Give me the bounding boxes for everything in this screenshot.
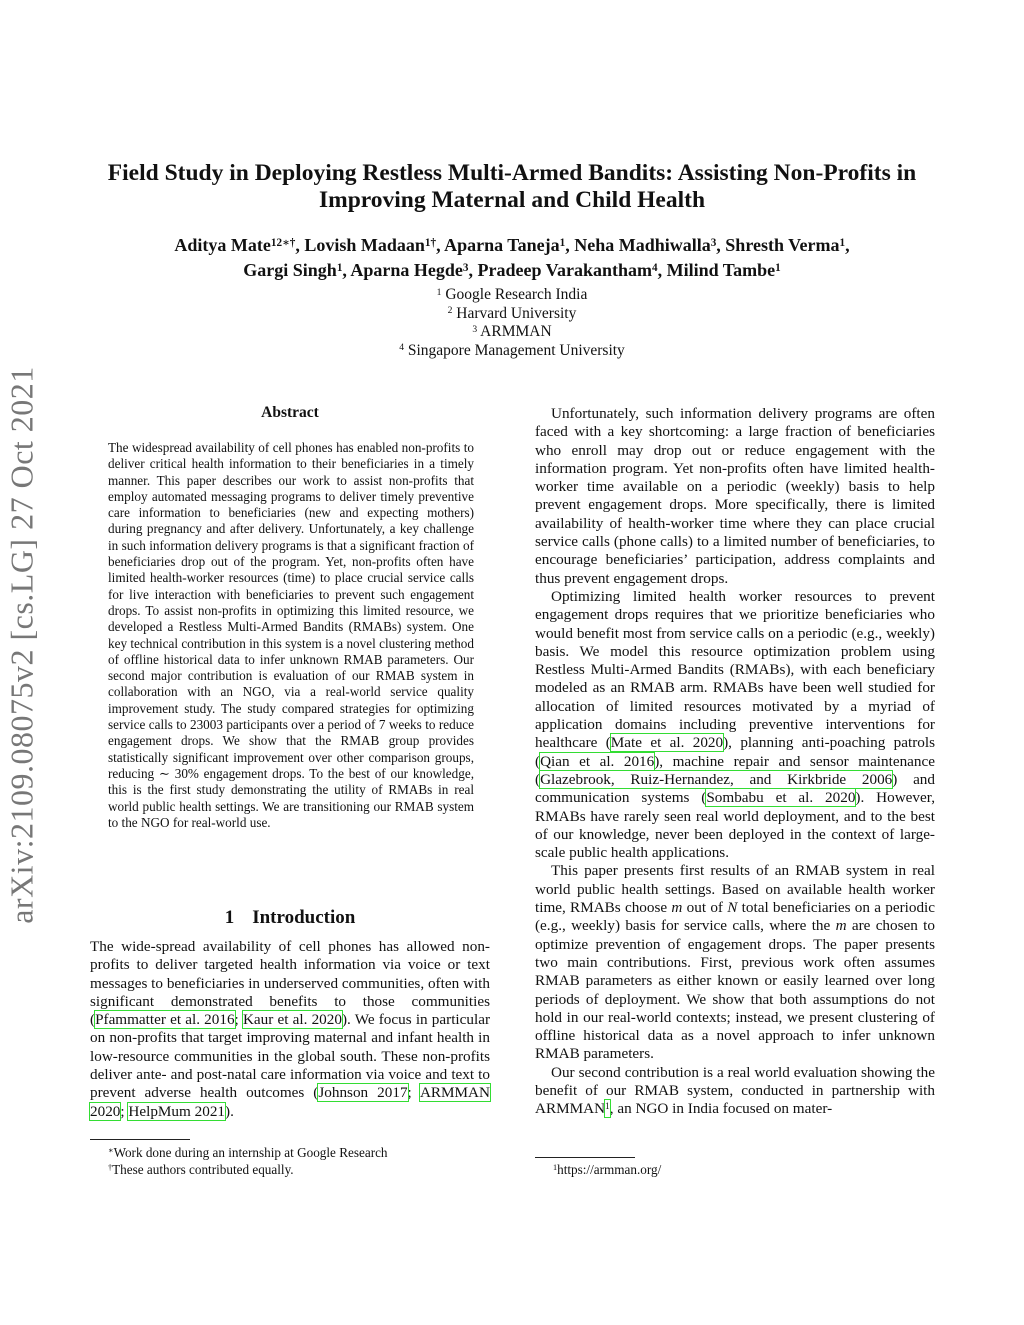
- author-line-1: [80, 233, 944, 258]
- footnote-mark: 1: [553, 1163, 558, 1173]
- footnotes-right: [553, 1161, 661, 1178]
- affiliation-mark: 1: [436, 286, 442, 298]
- affiliation-mark: 3: [472, 323, 478, 335]
- arxiv-identifier: arXiv:2109.08075v2 [cs.LG] 27 Oct 2021: [3, 366, 40, 924]
- paragraph-text: ), planning anti-poaching patrols (: [535, 734, 935, 770]
- paragraph-text: total beneficiaries on a periodic (e.g., weekly) basis for service calls, where the: [535, 899, 936, 935]
- author-separator: ,: [468, 260, 478, 280]
- footnote-text: Work done during an internship at Google Research: [113, 1145, 388, 1160]
- author-separator: ,: [436, 235, 445, 255]
- paragraph-4: [535, 1064, 935, 1119]
- author-name: Gargi Singh: [243, 260, 337, 280]
- affiliation-mark: 2: [447, 305, 453, 317]
- paragraph-2: [535, 588, 935, 862]
- affiliation: [80, 286, 944, 305]
- paragraph-text: Optimizing limited health worker resources to prevent engagement drops requires that we prioritize beneficiaries who would benefit most from service calls on a periodic (e.g., weekly) basis. We model this resource optimization problem using Restless Multi-Armed Bandits (RMABs), with each beneficiary modeled as an RMAB arm. RMABs have been well studied for allocation of limited resources motivated by a myriad of application domains including preventive interventions for healthcare (: [535, 587, 935, 752]
- affiliation-name: Google Research India: [445, 286, 588, 303]
- citation-separator: ;: [234, 1011, 243, 1029]
- right-column: [535, 405, 935, 1119]
- affiliation-name: Harvard University: [456, 304, 577, 322]
- author-name: Neha Madhiwalla: [574, 235, 711, 255]
- author-affil-mark: 12∗†: [270, 236, 296, 249]
- paragraph-text: ). We focus in particular on non-profits that target improving maternal and infant health in low-resource communities in the global south. These non-profits deliver ante- and post-natal care information via voice and text to prevent adverse health outcomes (: [90, 1011, 490, 1102]
- author-separator: ,: [295, 235, 305, 255]
- paper-title: [80, 160, 944, 214]
- author-affil-mark: 1: [559, 236, 566, 249]
- footnote-mark: ∗: [108, 1146, 114, 1156]
- section-title: Introduction: [252, 907, 356, 928]
- citation-link[interactable]: Pfammatter et al. 2016: [95, 1011, 235, 1029]
- author-separator: ,: [716, 235, 726, 255]
- author-separator: ,: [657, 260, 667, 280]
- author-affil-mark: 1†: [424, 236, 437, 249]
- affiliation: [80, 305, 944, 324]
- citation-link[interactable]: HelpMum 2021: [128, 1102, 226, 1120]
- author-affil-mark: 3: [710, 236, 717, 249]
- author-name: Aditya Mate: [174, 235, 271, 255]
- affiliation: [80, 323, 944, 342]
- citation-link[interactable]: ARMMAN 2020: [90, 1084, 490, 1120]
- footnote: [108, 1144, 388, 1161]
- author-name: Aparna Hegde: [350, 260, 463, 280]
- author-list: [80, 233, 944, 283]
- footnote-text: These authors contributed equally.: [112, 1162, 294, 1177]
- affiliation-mark: 4: [399, 342, 404, 354]
- citation-link[interactable]: Mate et al. 2020: [610, 734, 724, 752]
- footnote-mark: 1: [605, 1102, 610, 1113]
- author-name: Pradeep Varakantham: [477, 260, 652, 280]
- footnote: [108, 1161, 388, 1178]
- paragraph-text: The wide-spread availability of cell phones has allowed non-profits to deliver targeted health information via voice or text messages to beneficiaries in underserved communities, often with significant demonstrated benefits to those communities (: [90, 938, 490, 1029]
- section-number: 1: [224, 907, 235, 928]
- author-name: Aparna Taneja: [444, 235, 560, 255]
- citation-link[interactable]: Sombabu et al. 2020: [706, 789, 856, 807]
- author-affil-mark: 3: [462, 261, 469, 274]
- intro-paragraph: [90, 938, 490, 1121]
- title-line-2: Improving Maternal and Child Health: [318, 187, 706, 213]
- intro-left-column: [90, 938, 490, 1121]
- footnotes-left: [108, 1144, 388, 1178]
- footnote: [553, 1161, 661, 1178]
- affiliation-list: [80, 286, 944, 360]
- paragraph-1: Unfortunately, such information delivery programs are often faced with a key shortcoming: a large fraction of beneficiaries who enroll may drop out or reduce engagement with the information program. Yet non-profits often have limited health-worker time available on a periodic (weekly) basis to help prevent engagement drops. More specifically, there is limited availability of health-worker time where they can place crucial service calls (phone calls) to a limited number of beneficiaries, to encourage beneficiaries’ participation, address complaints and thus prevent engagement drops.: [535, 405, 935, 587]
- paragraph-text: ), machine repair and sensor maintenance (: [535, 752, 935, 788]
- author-affil-mark: 1: [839, 236, 846, 249]
- author-name: Milind Tambe: [666, 260, 776, 280]
- footnote-rule: [535, 1157, 635, 1158]
- citation-link[interactable]: Kaur et al. 2020: [242, 1011, 342, 1029]
- abstract-heading: Abstract: [261, 404, 319, 421]
- author-separator: ,: [565, 235, 575, 255]
- paragraph-3: [535, 862, 935, 1063]
- footnote-url[interactable]: https://armman.org/: [557, 1162, 662, 1177]
- author-affil-mark: 1: [775, 261, 781, 274]
- author-separator: ,: [845, 235, 850, 255]
- author-separator: ,: [342, 260, 351, 280]
- affiliation-name: Singapore Management University: [407, 341, 625, 359]
- math-variable-m: m: [835, 917, 847, 935]
- paragraph-text: , an NGO in India focused on mater-: [609, 1100, 833, 1118]
- affiliation-name: ARMMAN: [480, 323, 552, 340]
- author-affil-mark: 4: [652, 261, 658, 274]
- footnote-rule: [90, 1139, 190, 1140]
- arxiv-sidebar: [3, 366, 40, 924]
- abstract-body: The widespread availability of cell phones has enabled non-profits to deliver critical health information to their beneficiaries in a timely manner. This paper describes our work to assist non-profits that employ automated messaging programs to deliver timely preventive care information to beneficiaries (new and expecting mothers) during pregnancy and after delivery. Unfortunately, a key challenge in such information delivery programs is that a significant fraction of beneficiaries drop out of the program. Yet, non-profits often have limited health-worker resources (time) to place crucial service calls for live interaction with beneficiaries to prevent such engagement drops. To assist non-profits in optimizing this limited resource, we developed a Restless Multi-Armed Bandits (RMABs) system. One key technical contribution in this system is a novel clustering method of offline historical data to infer unknown RMAB parameters. Our second major contribution is evaluation of our RMAB system in collaboration with an NGO, via a real-world service quality improvement study. The study compared strategies for optimizing service calls to 23003 participants over a period of 7 weeks to reduce engagement drops. We show that the RMAB group provides statistically significant improvement over other comparison groups, reducing ∼ 30% engagement drops. To the best of our knowledge, this is the first study demonstrating the utility of RMABs in real world public health settings. We are transitioning our RMAB system to the NGO for real-world use.: [108, 440, 474, 830]
- author-affil-mark: 1: [336, 261, 343, 274]
- citation-separator: ;: [407, 1084, 420, 1102]
- paragraph-text: out of: [682, 899, 728, 917]
- citation-link[interactable]: Qian et al. 2016: [540, 752, 655, 770]
- section-heading-introduction: [90, 907, 490, 929]
- title-line-1: Field Study in Deploying Restless Multi-Armed Bandits: Assisting Non-Profits in: [107, 160, 917, 186]
- paragraph-text: ). However, RMABs have rarely seen real world deployment, and to the best of our knowledge, never been deployed in the context of large-scale public health applications.: [535, 789, 935, 862]
- math-variable-m: m: [671, 899, 683, 917]
- paragraph-text: Our second contribution is a real world evaluation showing the benefit of our RMAB system, conducted in partnership with ARMMAN: [535, 1063, 935, 1118]
- citation-link[interactable]: Glazebrook, Ruiz-Hernandez, and Kirkbride 2006: [540, 770, 893, 788]
- affiliation: [80, 342, 944, 361]
- paragraph-text: This paper presents first results of an RMAB system in real world public health settings. Based on available health worker time, RMABs choose: [535, 862, 935, 917]
- footnote-mark: †: [108, 1163, 113, 1173]
- citation-separator: ;: [120, 1102, 129, 1120]
- author-name: Shresth Verma: [725, 235, 840, 255]
- paragraph-text: ) and communication systems (: [535, 770, 935, 807]
- paragraph-text: are chosen to optimize prevention of engagement drops. The paper presents two main contributions. First, previous work often assumes RMAB parameters as either known or easily learned over long periods of deployment. We show that both assumptions do not hold in our real-world contexts; instead, we present clustering of offline historical data as a novel approach to infer unknown RMAB parameters.: [535, 917, 935, 1063]
- citation-link[interactable]: Johnson 2017: [318, 1084, 408, 1102]
- math-variable-N: N: [727, 899, 738, 917]
- paragraph-text: ).: [225, 1102, 234, 1120]
- author-line-2: [80, 258, 944, 283]
- author-name: Lovish Madaan: [304, 235, 425, 255]
